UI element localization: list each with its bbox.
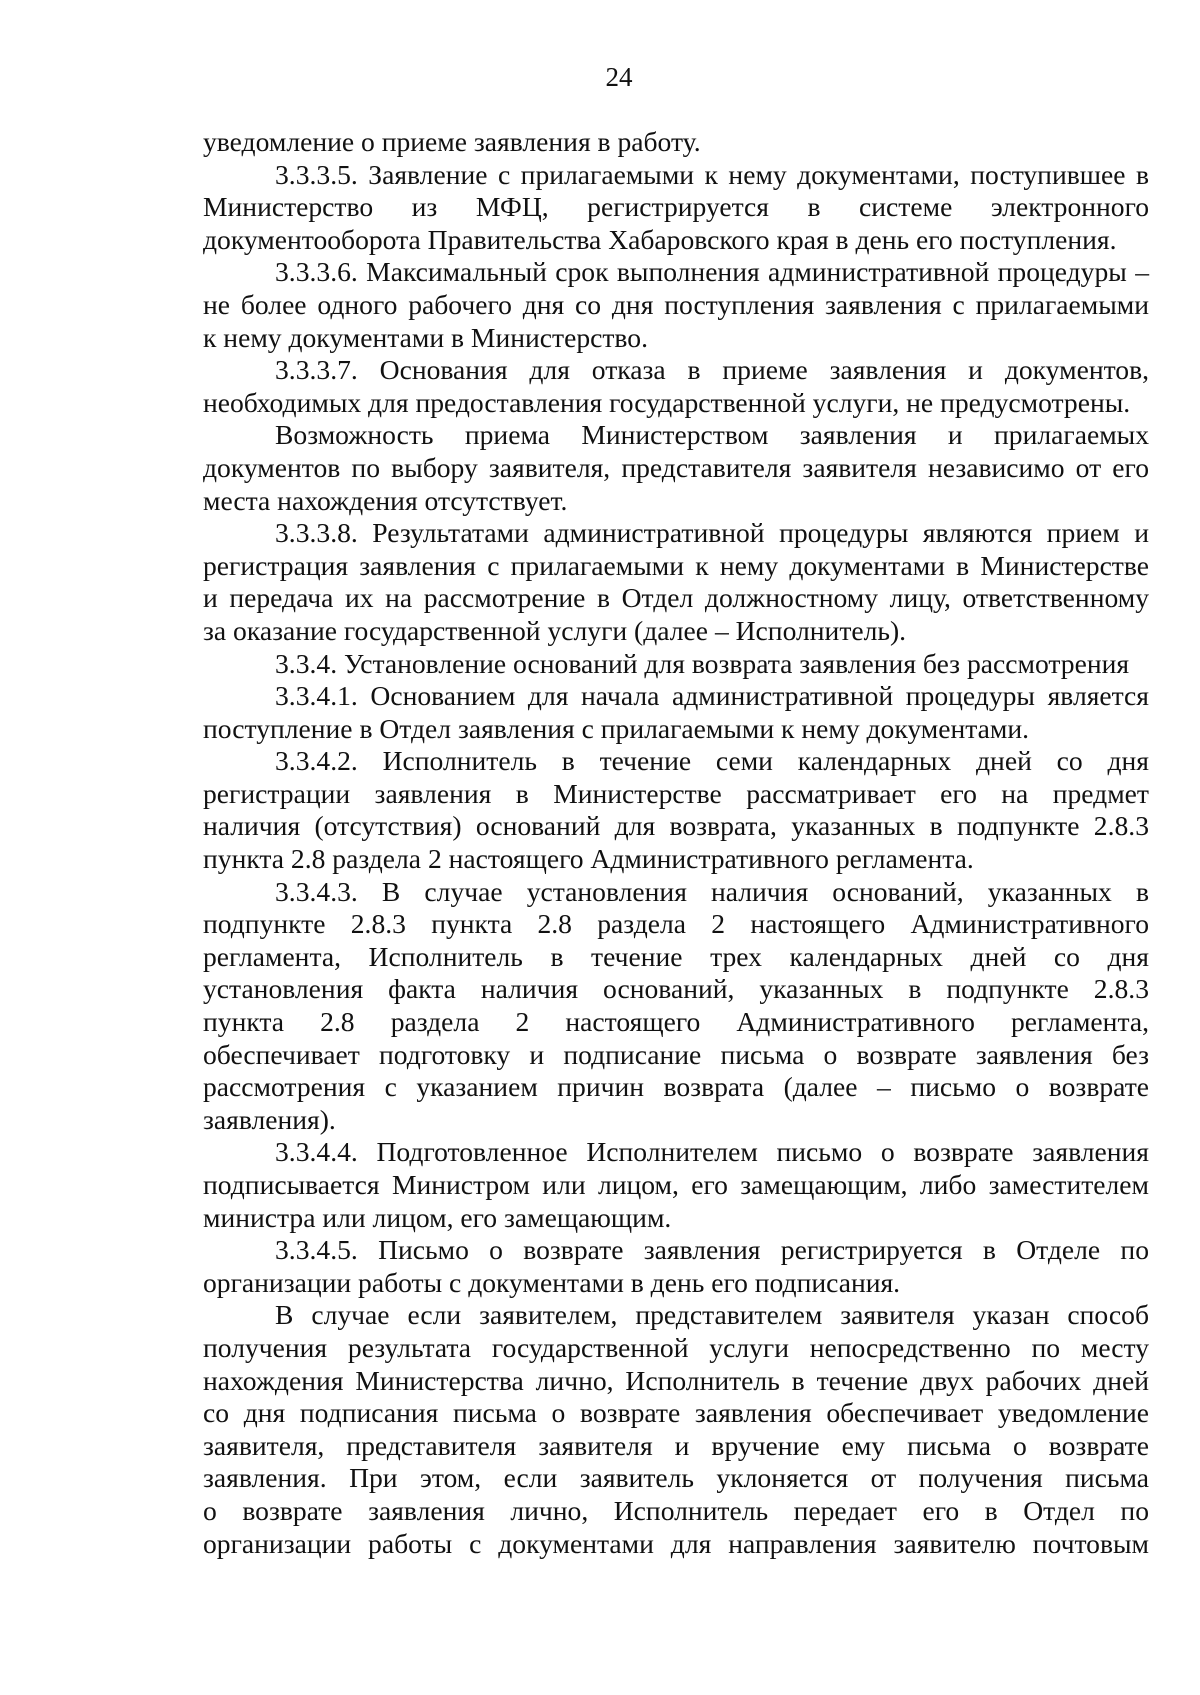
text-line: и передача их на рассмотрение в Отдел должностному лицу, ответственному	[203, 582, 1149, 614]
text-line: установления факта наличия оснований, указанных в подпункте 2.8.3	[203, 973, 1149, 1005]
text-line: документооборота Правительства Хабаровского края в день его поступления.	[203, 223, 1117, 255]
text-line: о возврате заявления лично, Исполнитель передает его в Отдел по	[203, 1494, 1149, 1526]
text-line: получения результата государственной услуги непосредственно по месту	[203, 1331, 1149, 1363]
body-text	[203, 126, 1149, 1560]
text-line: регистрация заявления с прилагаемыми к нему документами в Министерстве	[203, 549, 1149, 581]
text-line: Министерство из МФЦ, регистрируется в системе электронного	[203, 191, 1149, 223]
text-line: необходимых для предоставления государственной услуги, не предусмотрены.	[203, 386, 1131, 418]
text-line: за оказание государственной услуги (далее – Исполнитель).	[203, 614, 907, 646]
text-line: к нему документами в Министерство.	[203, 321, 648, 353]
text-line: организации работы с документами в день его подписания.	[203, 1266, 901, 1298]
text-line: 3.3.3.5. Заявление с прилагаемыми к нему документами, поступившее в	[275, 158, 1149, 190]
text-line: 3.3.3.7. Основания для отказа в приеме заявления и документов,	[275, 354, 1149, 386]
page-number: 24	[605, 62, 633, 92]
text-line: 3.3.4.3. В случае установления наличия оснований, указанных в	[275, 875, 1149, 907]
text-line: регламента, Исполнитель в течение трех календарных дней со дня	[203, 940, 1149, 972]
text-line: со дня подписания письма о возврате заявления обеспечивает уведомление	[203, 1397, 1149, 1429]
text-line: места нахождения отсутствует.	[203, 484, 568, 516]
text-line: подписывается Министром или лицом, его замещающим, либо заместителем	[203, 1169, 1149, 1200]
text-line: заявления. При этом, если заявитель уклоняется от получения письма	[203, 1462, 1149, 1494]
text-line: рассмотрения с указанием причин возврата (далее – письмо о возврате	[203, 1071, 1149, 1103]
text-line: 3.3.4.4. Подготовленное Исполнителем письмо о возврате заявления	[275, 1136, 1149, 1168]
text-line: 3.3.3.8. Результатами административной процедуры являются прием и	[275, 517, 1149, 549]
text-line: пункта 2.8 раздела 2 настоящего Административного регламента,	[203, 1006, 1149, 1038]
text-line: заявления).	[203, 1103, 336, 1135]
text-line: пункта 2.8 раздела 2 настоящего Административного регламента.	[203, 843, 974, 875]
text-line: Возможность приема Министерством заявления и прилагаемых	[275, 419, 1149, 451]
text-line: 3.3.4.2. Исполнитель в течение семи календарных дней со дня	[275, 745, 1149, 777]
text-line: 3.3.4.1. Основанием для начала административной процедуры является	[275, 680, 1149, 712]
text-line: подпункте 2.8.3 пункта 2.8 раздела 2 настоящего Административного	[203, 908, 1149, 940]
text-line: документов по выбору заявителя, представителя заявителя независимо от его	[203, 451, 1149, 483]
text-line: министра или лицом, его замещающим.	[203, 1201, 672, 1233]
text-line: наличия (отсутствия) оснований для возврата, указанных в подпункте 2.8.3	[203, 810, 1149, 842]
text-line: уведомление о приеме заявления в работу.	[203, 126, 701, 157]
text-line: не более одного рабочего дня со дня поступления заявления с прилагаемыми	[203, 288, 1149, 320]
text-line: обеспечивает подготовку и подписание письма о возврате заявления без	[203, 1038, 1149, 1070]
text-line: нахождения Министерства лично, Исполнитель в течение двух рабочих дней	[203, 1364, 1149, 1396]
text-line: 3.3.3.6. Максимальный срок выполнения административной процедуры –	[275, 256, 1149, 288]
text-line: заявителя, представителя заявителя и вручение ему письма о возврате	[203, 1429, 1149, 1461]
text-line: поступление в Отдел заявления с прилагаемыми к нему документами.	[203, 712, 1030, 744]
text-line: 3.3.4. Установление оснований для возврата заявления без рассмотрения	[275, 647, 1130, 679]
text-line: 3.3.4.5. Письмо о возврате заявления регистрируется в Отделе по	[275, 1234, 1149, 1266]
text-line: В случае если заявителем, представителем заявителя указан способ	[275, 1299, 1149, 1331]
text-line: организации работы с документами для направления заявителю почтовым	[203, 1527, 1149, 1559]
text-line: регистрации заявления в Министерстве рассматривает его на предмет	[203, 777, 1149, 809]
